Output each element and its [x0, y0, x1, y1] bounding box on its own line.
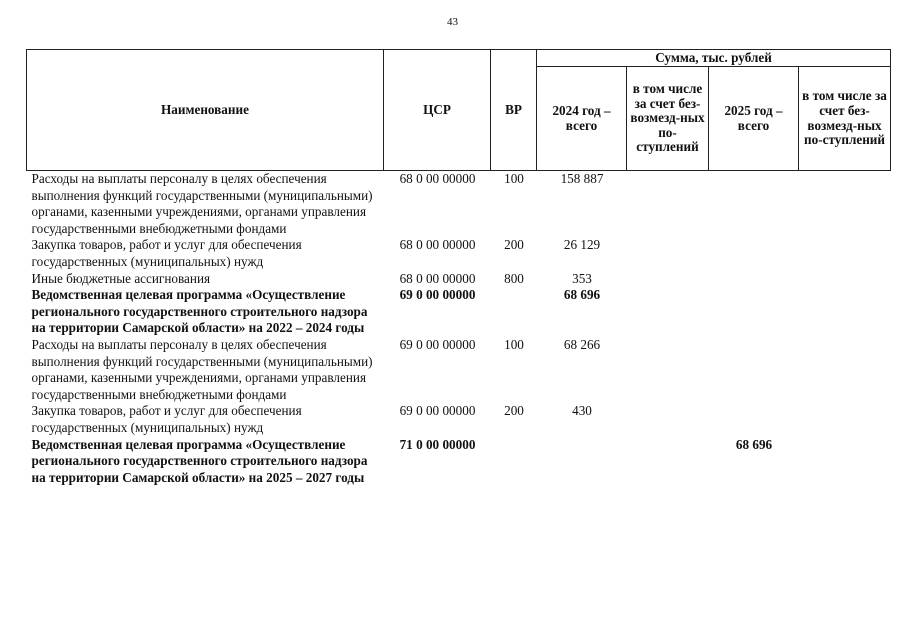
cell-vr: 800 — [504, 270, 524, 286]
cell-csr: 71 0 00 00000 — [399, 436, 476, 452]
cell-vr: 200 — [504, 237, 524, 253]
header-sum-group: Сумма, тыс. рублей — [537, 50, 891, 67]
cell-2025-total — [709, 403, 799, 436]
cell-2025-total — [709, 171, 799, 238]
cell-vr — [491, 437, 537, 487]
cell-2024-gratuitous — [627, 171, 709, 238]
cell-2025-total: 68 696 — [735, 436, 773, 452]
cell-2024-total: 26 129 — [563, 237, 601, 253]
cell-2024-total: 68 696 — [563, 287, 601, 303]
cell-csr: 69 0 00 00000 — [399, 287, 476, 303]
cell-2025-total — [709, 237, 799, 270]
table-row — [27, 403, 891, 436]
header-vr: ВР — [491, 50, 537, 171]
table-row — [27, 237, 891, 270]
header-2024-gratuitous: в том числе за счет без-возмезд-ных по-ступлений — [627, 67, 709, 171]
cell-vr: 200 — [504, 403, 524, 419]
table-row — [27, 171, 891, 238]
cell-csr: 68 0 00 00000 — [399, 270, 476, 286]
cell-2024-total: 158 887 — [560, 171, 604, 186]
cell-2024-total: 430 — [572, 403, 592, 419]
cell-2025-gratuitous — [799, 287, 891, 337]
header-2024-total: 2024 год – всего — [537, 67, 627, 171]
cell-csr: 68 0 00 00000 — [399, 237, 476, 253]
cell-2025-total — [709, 271, 799, 288]
table-row — [27, 437, 891, 487]
cell-vr: 100 — [504, 336, 524, 352]
cell-2025-gratuitous — [799, 271, 891, 288]
header-2025-total: 2025 год – всего — [709, 67, 799, 171]
cell-csr: 69 0 00 00000 — [399, 403, 476, 419]
cell-name: Расходы на выплаты персоналу в целях обеспечения выполнения функций государственными (муниципальными) органами, казенными учреждениями, органами управления государственными внебюджетными фондами — [31, 171, 373, 236]
cell-2024-total: 353 — [572, 270, 592, 286]
cell-2024-gratuitous — [627, 403, 709, 436]
cell-2024-total — [537, 437, 627, 487]
table-row — [27, 271, 891, 288]
header-csr: ЦСР — [384, 50, 491, 171]
cell-name: Ведомственная целевая программа «Осуществление регионального государственного строительного надзора на территории Самарской области» на 2022 – 2024 годы — [31, 287, 368, 336]
header-name: Наименование — [27, 50, 384, 171]
budget-table — [26, 49, 891, 486]
cell-vr — [491, 287, 537, 337]
cell-2025-total — [709, 287, 799, 337]
header-2025-gratuitous: в том числе за счет без-возмезд-ных по-ступлений — [799, 67, 891, 171]
cell-name: Ведомственная целевая программа «Осуществление регионального государственного строительного надзора на территории Самарской области» на 2025 – 2027 годы — [31, 436, 368, 485]
table-row — [27, 287, 891, 337]
cell-2025-gratuitous — [799, 171, 891, 238]
cell-2024-total: 68 266 — [563, 336, 601, 352]
cell-2024-gratuitous — [627, 271, 709, 288]
cell-name: Иные бюджетные ассигнования — [31, 270, 211, 286]
table-body — [27, 171, 891, 487]
page-number: 43 — [447, 16, 458, 28]
cell-2025-gratuitous — [799, 237, 891, 270]
table-row — [27, 337, 891, 403]
cell-csr: 68 0 00 00000 — [399, 171, 476, 186]
cell-2025-gratuitous — [799, 403, 891, 436]
cell-2024-gratuitous — [627, 437, 709, 487]
cell-2025-gratuitous — [799, 437, 891, 487]
cell-name: Расходы на выплаты персоналу в целях обеспечения выполнения функций государственными (муниципальными) органами, казенными учреждениями, органами управления государственными внебюджетными фондами — [31, 336, 373, 402]
table-header — [27, 50, 891, 171]
cell-name: Закупка товаров, работ и услуг для обеспечения государственных (муниципальных) нужд — [31, 237, 302, 269]
cell-name: Закупка товаров, работ и услуг для обеспечения государственных (муниципальных) нужд — [31, 403, 302, 435]
cell-2025-gratuitous — [799, 337, 891, 403]
cell-csr: 69 0 00 00000 — [399, 336, 476, 352]
cell-2025-total — [709, 337, 799, 403]
cell-2024-gratuitous — [627, 237, 709, 270]
cell-2024-gratuitous — [627, 337, 709, 403]
cell-vr: 100 — [504, 171, 524, 186]
cell-2024-gratuitous — [627, 287, 709, 337]
